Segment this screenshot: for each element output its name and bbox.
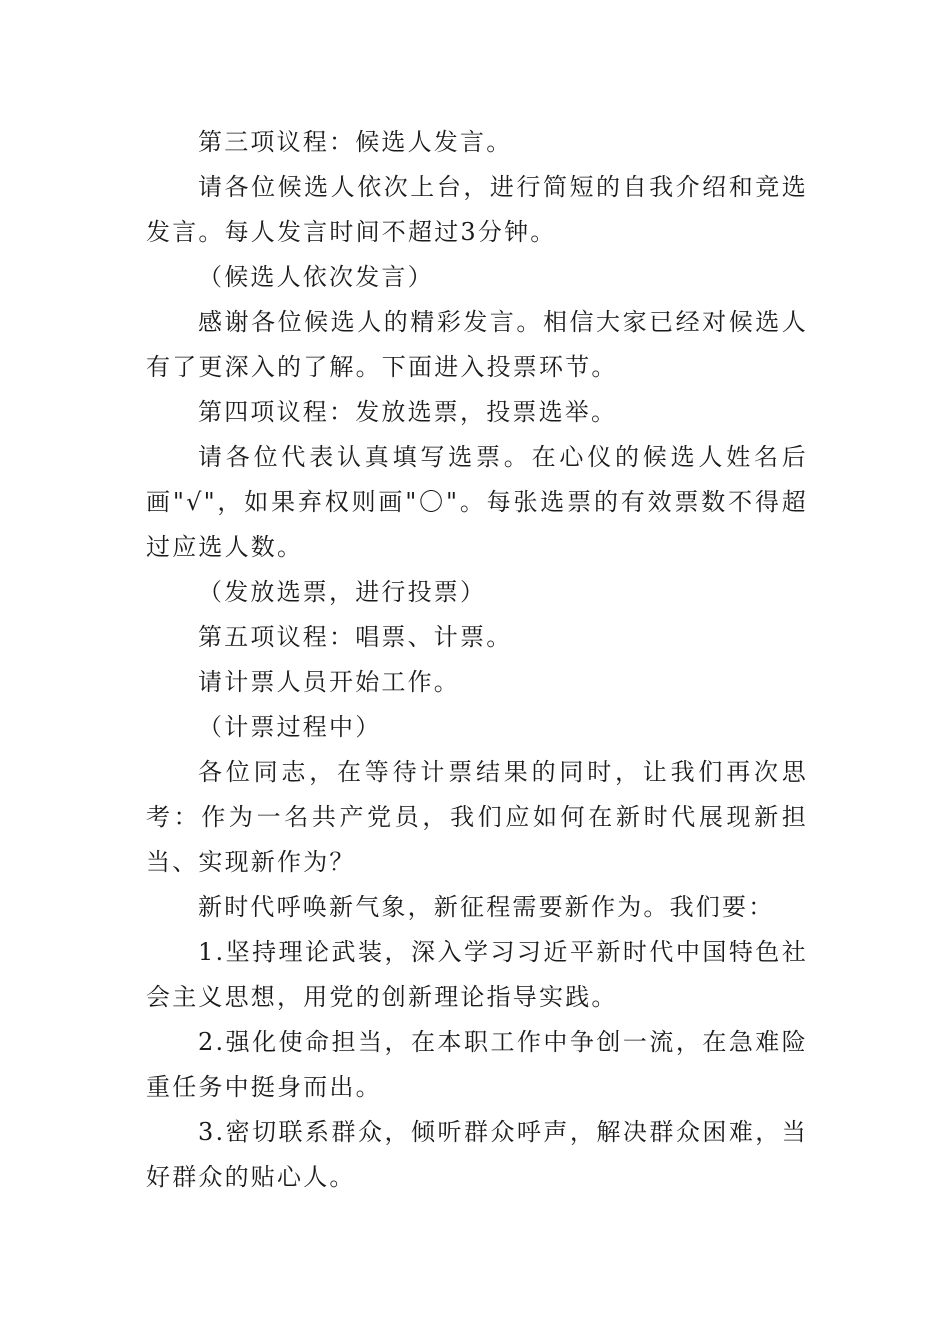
stage-note: （计票过程中）: [198, 713, 382, 741]
agenda-item-3-heading: 第三项议程：候选人发言。: [198, 128, 513, 156]
reflection-paragraph: 各位同志，在等待计票结果的同时，让我们再次思考：作为一名共产党员，我们应如何在新时代展现新担当、实现新作为？: [146, 758, 808, 876]
list-item: 2.强化使命担当，在本职工作中争创一流，在急难险重任务中挺身而出。: [146, 1028, 808, 1101]
list-item: 1.坚持理论武装，深入学习习近平新时代中国特色社会主义思想，用党的创新理论指导实践。: [146, 938, 808, 1011]
stage-note: （发放选票，进行投票）: [198, 578, 487, 606]
intro-list-paragraph: 新时代呼唤新气象，新征程需要新作为。我们要：: [198, 893, 775, 921]
list-item: 3.密切联系群众，倾听群众呼声，解决群众困难，当好群众的贴心人。: [146, 1118, 808, 1191]
agenda-item-4-heading: 第四项议程：发放选票，投票选举。: [198, 398, 618, 426]
candidate-speech-instruction: 请各位候选人依次上台，进行简短的自我介绍和竞选发言。每人发言时间不超过3分钟。: [146, 173, 808, 246]
agenda-item-5-heading: 第五项议程：唱票、计票。: [198, 623, 513, 651]
stage-note: （候选人依次发言）: [198, 263, 434, 291]
counting-start-paragraph: 请计票人员开始工作。: [198, 668, 460, 696]
ballot-instruction: 请各位代表认真填写选票。在心仪的候选人姓名后画"√"，如果弃权则画"〇"。每张选票的有效票数不得超过应选人数。: [146, 443, 808, 561]
document-body: [146, 120, 808, 1200]
thanks-paragraph: 感谢各位候选人的精彩发言。相信大家已经对候选人有了更深入的了解。下面进入投票环节。: [146, 308, 808, 381]
